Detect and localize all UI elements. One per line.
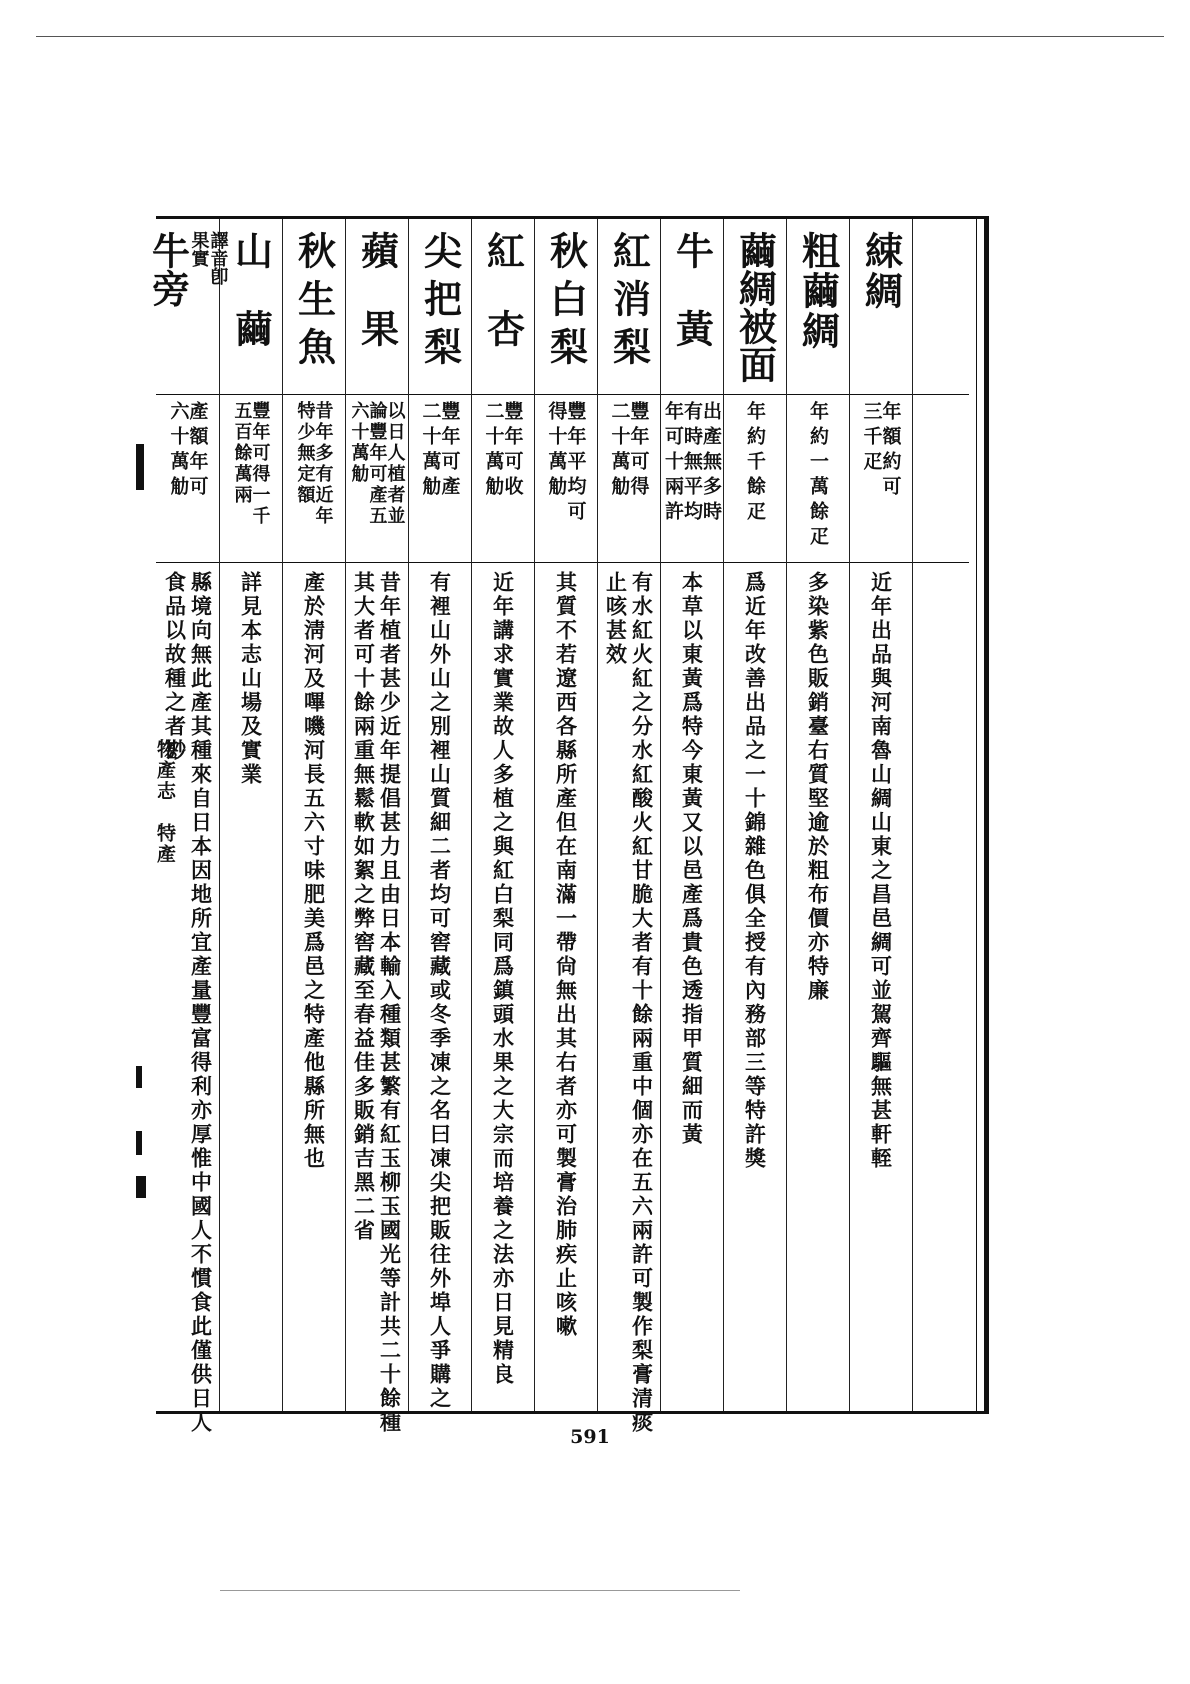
- table-column: [145, 219, 229, 1435]
- product-name: 紅杏: [480, 231, 526, 387]
- annual-output: 產額年可 六十萬觔: [167, 401, 209, 501]
- table-column: [597, 219, 661, 1435]
- bottom-rule: [220, 1590, 740, 1591]
- product-name: 牛黃: [669, 231, 715, 387]
- product-name: 山繭: [228, 231, 274, 387]
- product-note: 爲近年改善出品之一十錦雜色俱全授有內務部三等特許獎: [742, 571, 768, 1171]
- edge-mark: [136, 1066, 142, 1088]
- product-note: 有裡山外山之別裡山質細二者均可窖藏或冬季凍之名曰凍尖把販往外埠人爭購之: [427, 571, 453, 1411]
- table-column: [786, 219, 850, 1411]
- product-note: 本草以東黃爲特今東黃又以邑產爲貴色透指甲質細而黃: [679, 571, 705, 1147]
- subsection-title: 特產: [154, 823, 176, 865]
- product-name: 蘋果: [354, 231, 400, 387]
- product-note: 詳見本志山場及實業: [238, 571, 264, 787]
- table-column: [219, 219, 283, 1411]
- annual-output: 以日人植者並 論豐年可產五 六十萬觔: [348, 401, 406, 527]
- annual-output: 出產無多時 有時無平均 年可十兩許: [662, 401, 722, 526]
- product-note: 其質不若遼西各縣所產但在南滿一帶尙無出其右者亦可製膏治肺疾止咳嗽: [553, 571, 579, 1339]
- product-name: 牛旁: [145, 231, 191, 307]
- annual-output: 豐年平均可 得十萬觔: [545, 401, 587, 526]
- annual-output: 豐年可得一千 五百餘萬兩: [231, 401, 271, 527]
- edge-mark: [136, 1176, 146, 1198]
- annual-output: 昔年多有近年 特少無定額: [294, 401, 334, 527]
- table-column: [345, 219, 409, 1435]
- table-column: [660, 219, 724, 1411]
- annual-output: 豐年可產 二十萬觔: [419, 401, 461, 501]
- annual-output: 豐年可收 二十萬觔: [482, 401, 524, 501]
- table-column: [849, 219, 913, 1411]
- table-column: [282, 219, 346, 1411]
- product-name: 秋白梨: [543, 231, 589, 375]
- product-note: 昔年植者甚少近年提倡甚力且由日本輸入種類甚繁有紅玉柳玉國光等計共二十餘種 其大者可十餘兩重無鬆軟如絮之弊窖藏至春益佳多販銷吉黑二省: [351, 571, 403, 1435]
- product-name: 粗繭綢: [795, 231, 841, 351]
- annual-output: 年約一萬餘疋: [807, 401, 829, 551]
- product-name-note: 譯音卽 果實: [188, 231, 229, 285]
- table-column: [723, 219, 787, 1411]
- table-column: [471, 219, 535, 1411]
- product-name: 秋生魚: [291, 231, 337, 375]
- annual-output: 年約千餘疋: [744, 401, 766, 526]
- product-name: 紅消梨: [606, 231, 652, 375]
- product-note: 有水紅火紅之分水紅酸火紅甘脆大者有十餘兩重中個亦在五六兩許可製作梨膏清痰 止咳甚效: [603, 571, 655, 1435]
- top-rule: [36, 36, 1164, 37]
- product-note: 縣境向無此產其種來自日本因地所宜產量豐富得利亦厚惟中國人不慣食此僅供日人 食品以故種之者尠: [162, 571, 214, 1435]
- table-column: [408, 219, 472, 1411]
- product-note: 產於淸河及嗶嘰河長五六寸味肥美爲邑之特產他縣所無也: [301, 571, 327, 1171]
- product-name: 繭綢被面: [732, 231, 778, 383]
- product-name: 尖把梨: [417, 231, 463, 375]
- product-note: 近年講求實業故人多植之與紅白梨同爲鎮頭水果之大宗而培養之法亦日見精良: [490, 571, 516, 1387]
- section-title: 物產志: [154, 739, 176, 802]
- product-name: 綀綢: [858, 231, 904, 311]
- edge-mark: [136, 1131, 142, 1155]
- table-column: [534, 219, 598, 1411]
- annual-output: 豐年可得 二十萬觔: [608, 401, 650, 501]
- product-table: [145, 216, 989, 1435]
- product-note: 多染紫色販銷臺右質堅逾於粗布價亦特廉: [805, 571, 831, 1003]
- page-number: 591: [570, 1426, 610, 1448]
- table-grid: [145, 219, 977, 1435]
- annual-output: 年額約可 三千疋: [860, 401, 902, 501]
- edge-mark: [136, 444, 144, 490]
- product-note: 近年出品與河南魯山綢山東之昌邑綢可並駕齊驅無甚軒輊: [868, 571, 894, 1171]
